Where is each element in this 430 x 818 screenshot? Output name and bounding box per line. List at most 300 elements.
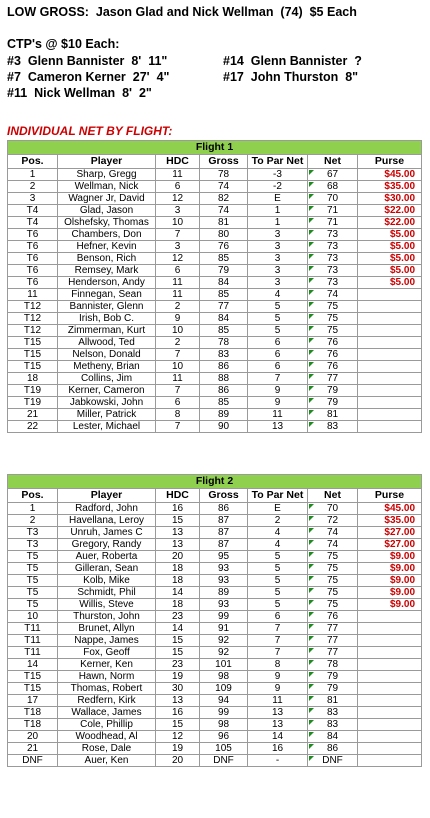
cell-gross: 85	[200, 397, 248, 409]
net-marker-icon	[309, 170, 314, 175]
cell-player: Irish, Bob C.	[58, 313, 156, 325]
net-value: 76	[326, 611, 339, 622]
cell-to-par-net: 11	[248, 409, 308, 421]
net-marker-icon	[309, 624, 314, 629]
net-marker-icon	[309, 326, 314, 331]
cell-pos: 1	[8, 169, 58, 181]
cell-player: Radford, John	[58, 503, 156, 515]
col-gross: Gross	[200, 489, 248, 503]
net-marker-icon	[309, 720, 314, 725]
cell-hdc: 18	[156, 599, 200, 611]
cell-net	[308, 193, 358, 205]
cell-purse	[358, 313, 422, 325]
net-value: 76	[326, 337, 339, 348]
cell-pos: T5	[8, 551, 58, 563]
net-value: 72	[326, 515, 339, 526]
cell-pos: T19	[8, 397, 58, 409]
cell-net	[308, 719, 358, 731]
ctp-entry: #3 Glenn Bannister 8' 11"	[7, 54, 168, 68]
cell-purse	[358, 397, 422, 409]
cell-player: Schmidt, Phil	[58, 587, 156, 599]
cell-net	[308, 599, 358, 611]
flight-2-table	[7, 474, 422, 767]
cell-gross: 86	[200, 385, 248, 397]
table-row	[8, 337, 422, 349]
net-value: 79	[326, 683, 339, 694]
net-value: 77	[326, 635, 339, 646]
net-value: 75	[326, 551, 339, 562]
cell-to-par-net: 6	[248, 337, 308, 349]
cell-pos: T5	[8, 599, 58, 611]
table-row	[8, 659, 422, 671]
cell-pos: T15	[8, 349, 58, 361]
table-row	[8, 515, 422, 527]
net-value: 77	[326, 373, 339, 384]
cell-to-par-net: 5	[248, 313, 308, 325]
cell-pos: T4	[8, 205, 58, 217]
cell-pos: 2	[8, 515, 58, 527]
col-pos: Pos.	[8, 489, 58, 503]
cell-pos: 1	[8, 503, 58, 515]
cell-net	[308, 539, 358, 551]
cell-to-par-net: -3	[248, 169, 308, 181]
cell-to-par-net: 4	[248, 289, 308, 301]
cell-hdc: 30	[156, 683, 200, 695]
cell-hdc: 2	[156, 337, 200, 349]
cell-to-par-net: 9	[248, 671, 308, 683]
ctp-entry: #14 Glenn Bannister ?	[223, 54, 362, 68]
cell-pos: T6	[8, 253, 58, 265]
table-row	[8, 551, 422, 563]
cell-gross: 83	[200, 349, 248, 361]
cell-purse	[358, 743, 422, 755]
cell-player: Allwood, Ted	[58, 337, 156, 349]
cell-purse: $5.00	[358, 229, 422, 241]
cell-player: Jabkowski, John	[58, 397, 156, 409]
cell-hdc: 13	[156, 695, 200, 707]
cell-player: Sharp, Gregg	[58, 169, 156, 181]
col-gross: Gross	[200, 155, 248, 169]
cell-gross: 92	[200, 647, 248, 659]
cell-purse	[358, 731, 422, 743]
table-row	[8, 313, 422, 325]
cell-to-par-net: 13	[248, 707, 308, 719]
cell-purse: $30.00	[358, 193, 422, 205]
cell-hdc: 15	[156, 719, 200, 731]
cell-player: Kolb, Mike	[58, 575, 156, 587]
cell-hdc: 7	[156, 349, 200, 361]
cell-to-par-net: 5	[248, 587, 308, 599]
cell-purse	[358, 337, 422, 349]
cell-pos: T6	[8, 265, 58, 277]
net-value: 73	[326, 241, 339, 252]
net-marker-icon	[309, 422, 314, 427]
cell-player: Zimmerman, Kurt	[58, 325, 156, 337]
net-marker-icon	[309, 564, 314, 569]
cell-to-par-net: 7	[248, 373, 308, 385]
cell-hdc: 12	[156, 193, 200, 205]
cell-purse	[358, 421, 422, 433]
column-header-row	[8, 489, 422, 503]
cell-player: Chambers, Don	[58, 229, 156, 241]
cell-pos: T19	[8, 385, 58, 397]
cell-to-par-net: 7	[248, 623, 308, 635]
cell-pos: 10	[8, 611, 58, 623]
cell-hdc: 9	[156, 313, 200, 325]
cell-net	[308, 671, 358, 683]
cell-player: Glad, Jason	[58, 205, 156, 217]
net-marker-icon	[309, 302, 314, 307]
cell-hdc: 15	[156, 635, 200, 647]
net-value: 83	[326, 421, 339, 432]
cell-purse	[358, 623, 422, 635]
net-value: 73	[326, 265, 339, 276]
net-value: DNF	[322, 755, 343, 766]
cell-player: Wellman, Nick	[58, 181, 156, 193]
cell-hdc: 10	[156, 325, 200, 337]
cell-to-par-net: 9	[248, 397, 308, 409]
cell-player: Hefner, Kevin	[58, 241, 156, 253]
cell-hdc: 16	[156, 503, 200, 515]
cell-pos: T18	[8, 719, 58, 731]
cell-to-par-net: 8	[248, 659, 308, 671]
table-row	[8, 611, 422, 623]
cell-player: Thomas, Robert	[58, 683, 156, 695]
net-value: 79	[326, 385, 339, 396]
cell-player: Gilleran, Sean	[58, 563, 156, 575]
net-marker-icon	[309, 504, 314, 509]
table-row	[8, 587, 422, 599]
cell-player: Olshefsky, Thomas	[58, 217, 156, 229]
net-marker-icon	[309, 672, 314, 677]
cell-gross: 96	[200, 731, 248, 743]
table-row	[8, 217, 422, 229]
ctp-entry: #17 John Thurston 8"	[223, 70, 359, 84]
cell-net	[308, 563, 358, 575]
flight-1-header	[8, 141, 422, 155]
cell-purse	[358, 301, 422, 313]
net-marker-icon	[309, 744, 314, 749]
cell-player: Kerner, Cameron	[58, 385, 156, 397]
table-row	[8, 397, 422, 409]
cell-to-par-net: 7	[248, 635, 308, 647]
cell-gross: 78	[200, 169, 248, 181]
table-row	[8, 635, 422, 647]
cell-gross: 84	[200, 277, 248, 289]
cell-gross: 79	[200, 265, 248, 277]
cell-net	[308, 707, 358, 719]
cell-hdc: 13	[156, 527, 200, 539]
cell-pos: T12	[8, 325, 58, 337]
net-marker-icon	[309, 588, 314, 593]
cell-pos: T12	[8, 301, 58, 313]
cell-hdc: 8	[156, 409, 200, 421]
table-row	[8, 671, 422, 683]
net-marker-icon	[309, 230, 314, 235]
cell-gross: 80	[200, 229, 248, 241]
cell-player: Wagner Jr, David	[58, 193, 156, 205]
net-marker-icon	[309, 516, 314, 521]
cell-pos: 2	[8, 181, 58, 193]
table-row	[8, 301, 422, 313]
table-row	[8, 373, 422, 385]
cell-player: Kerner, Ken	[58, 659, 156, 671]
table-row	[8, 527, 422, 539]
cell-player: Wallace, James	[58, 707, 156, 719]
cell-hdc: 16	[156, 707, 200, 719]
net-marker-icon	[309, 278, 314, 283]
cell-purse	[358, 671, 422, 683]
net-value: 73	[326, 229, 339, 240]
cell-net	[308, 301, 358, 313]
cell-pos: T18	[8, 707, 58, 719]
table-row	[8, 707, 422, 719]
cell-pos: T11	[8, 623, 58, 635]
net-value: 77	[326, 647, 339, 658]
cell-gross: 93	[200, 575, 248, 587]
col-hdc: HDC	[156, 155, 200, 169]
cell-gross: 93	[200, 599, 248, 611]
net-marker-icon	[309, 528, 314, 533]
cell-purse: $9.00	[358, 551, 422, 563]
cell-to-par-net: 5	[248, 551, 308, 563]
cell-player: Redfern, Kirk	[58, 695, 156, 707]
cell-net	[308, 421, 358, 433]
table-row	[8, 743, 422, 755]
cell-pos: 21	[8, 743, 58, 755]
cell-hdc: 3	[156, 241, 200, 253]
cell-to-par-net: 4	[248, 527, 308, 539]
cell-pos: 22	[8, 421, 58, 433]
flight-title: Flight 1	[8, 141, 422, 155]
cell-to-par-net: 5	[248, 325, 308, 337]
cell-player: Hawn, Norm	[58, 671, 156, 683]
cell-pos: T6	[8, 241, 58, 253]
cell-purse: $5.00	[358, 253, 422, 265]
cell-hdc: 2	[156, 301, 200, 313]
table-row	[8, 409, 422, 421]
cell-player: Woodhead, Al	[58, 731, 156, 743]
cell-pos: T3	[8, 527, 58, 539]
cell-purse	[358, 325, 422, 337]
cell-net	[308, 169, 358, 181]
net-value: 73	[326, 277, 339, 288]
cell-player: Benson, Rich	[58, 253, 156, 265]
cell-player: Cole, Phillip	[58, 719, 156, 731]
cell-net	[308, 527, 358, 539]
net-marker-icon	[309, 290, 314, 295]
cell-gross: 101	[200, 659, 248, 671]
cell-player: Nelson, Donald	[58, 349, 156, 361]
cell-pos: T3	[8, 539, 58, 551]
cell-hdc: 11	[156, 169, 200, 181]
cell-to-par-net: 4	[248, 539, 308, 551]
net-marker-icon	[309, 194, 314, 199]
cell-net	[308, 409, 358, 421]
cell-pos: 20	[8, 731, 58, 743]
cell-to-par-net: 5	[248, 301, 308, 313]
cell-hdc: 15	[156, 647, 200, 659]
cell-hdc: 20	[156, 755, 200, 767]
cell-to-par-net: 3	[248, 229, 308, 241]
net-value: 81	[326, 695, 339, 706]
cell-to-par-net: 1	[248, 205, 308, 217]
cell-net	[308, 217, 358, 229]
net-marker-icon	[309, 338, 314, 343]
cell-purse	[358, 361, 422, 373]
cell-purse: $9.00	[358, 587, 422, 599]
cell-net	[308, 515, 358, 527]
cell-purse	[358, 611, 422, 623]
cell-gross: DNF	[200, 755, 248, 767]
table-row	[8, 421, 422, 433]
table-row	[8, 205, 422, 217]
cell-purse	[358, 289, 422, 301]
cell-player: Collins, Jim	[58, 373, 156, 385]
cell-hdc: 3	[156, 205, 200, 217]
table-row	[8, 253, 422, 265]
net-marker-icon	[309, 552, 314, 557]
cell-to-par-net: 3	[248, 277, 308, 289]
net-marker-icon	[309, 386, 314, 391]
col-net: Net	[308, 489, 358, 503]
cell-gross: 87	[200, 527, 248, 539]
cell-gross: 109	[200, 683, 248, 695]
net-value: 86	[326, 743, 339, 754]
cell-purse	[358, 683, 422, 695]
net-value: 67	[326, 169, 339, 180]
cell-gross: 76	[200, 241, 248, 253]
net-value: 83	[326, 719, 339, 730]
cell-purse: $27.00	[358, 527, 422, 539]
table-row	[8, 265, 422, 277]
cell-player: Gregory, Randy	[58, 539, 156, 551]
cell-purse: $35.00	[358, 181, 422, 193]
cell-net	[308, 253, 358, 265]
cell-to-par-net: -	[248, 755, 308, 767]
cell-pos: 3	[8, 193, 58, 205]
cell-gross: 87	[200, 539, 248, 551]
net-marker-icon	[309, 756, 314, 761]
col-purse: Purse	[358, 155, 422, 169]
cell-pos: T11	[8, 647, 58, 659]
cell-net	[308, 373, 358, 385]
cell-gross: 82	[200, 193, 248, 205]
table-row	[8, 695, 422, 707]
cell-purse: $9.00	[358, 575, 422, 587]
net-marker-icon	[309, 218, 314, 223]
cell-pos: T11	[8, 635, 58, 647]
cell-to-par-net: 3	[248, 265, 308, 277]
table-row	[8, 599, 422, 611]
net-marker-icon	[309, 398, 314, 403]
cell-to-par-net: 9	[248, 683, 308, 695]
cell-gross: 90	[200, 421, 248, 433]
cell-gross: 99	[200, 707, 248, 719]
ctp-title: CTP's @ $10 Each:	[7, 37, 120, 51]
net-marker-icon	[309, 206, 314, 211]
cell-net	[308, 241, 358, 253]
cell-hdc: 12	[156, 253, 200, 265]
cell-to-par-net: E	[248, 503, 308, 515]
net-marker-icon	[309, 374, 314, 379]
cell-gross: 94	[200, 695, 248, 707]
cell-pos: T12	[8, 313, 58, 325]
table-row	[8, 575, 422, 587]
cell-net	[308, 551, 358, 563]
cell-hdc: 12	[156, 731, 200, 743]
cell-gross: 74	[200, 181, 248, 193]
cell-hdc: 11	[156, 277, 200, 289]
net-value: 71	[326, 205, 339, 216]
cell-purse	[358, 755, 422, 767]
cell-pos: 18	[8, 373, 58, 385]
net-marker-icon	[309, 410, 314, 415]
cell-to-par-net: 6	[248, 361, 308, 373]
cell-pos: T5	[8, 575, 58, 587]
cell-player: Auer, Ken	[58, 755, 156, 767]
col-purse: Purse	[358, 489, 422, 503]
net-marker-icon	[309, 350, 314, 355]
net-marker-icon	[309, 600, 314, 605]
cell-hdc: 7	[156, 385, 200, 397]
table-row	[8, 563, 422, 575]
cell-purse	[358, 409, 422, 421]
cell-pos: 11	[8, 289, 58, 301]
cell-purse: $9.00	[358, 563, 422, 575]
column-header-row	[8, 155, 422, 169]
cell-hdc: 6	[156, 397, 200, 409]
net-value: 74	[326, 527, 339, 538]
cell-purse	[358, 695, 422, 707]
net-value: 73	[326, 253, 339, 264]
cell-net	[308, 575, 358, 587]
cell-gross: 89	[200, 587, 248, 599]
col-to-par-net: To Par Net	[248, 489, 308, 503]
col-to-par-net: To Par Net	[248, 155, 308, 169]
table-row	[8, 241, 422, 253]
cell-hdc: 20	[156, 551, 200, 563]
flight-title: Flight 2	[8, 475, 422, 489]
cell-player: Nappe, James	[58, 635, 156, 647]
net-value: 79	[326, 671, 339, 682]
cell-net	[308, 181, 358, 193]
cell-to-par-net: 5	[248, 563, 308, 575]
table-row	[8, 229, 422, 241]
cell-to-par-net: -2	[248, 181, 308, 193]
cell-gross: 99	[200, 611, 248, 623]
cell-purse: $9.00	[358, 599, 422, 611]
net-marker-icon	[309, 254, 314, 259]
cell-net	[308, 313, 358, 325]
cell-hdc: 19	[156, 671, 200, 683]
cell-pos: T15	[8, 337, 58, 349]
table-row	[8, 647, 422, 659]
net-value: 76	[326, 349, 339, 360]
cell-to-par-net: 6	[248, 611, 308, 623]
cell-net	[308, 229, 358, 241]
cell-gross: 77	[200, 301, 248, 313]
cell-purse	[358, 635, 422, 647]
cell-purse: $5.00	[358, 241, 422, 253]
table-row	[8, 193, 422, 205]
cell-purse	[358, 349, 422, 361]
cell-hdc: 11	[156, 373, 200, 385]
cell-purse: $22.00	[358, 217, 422, 229]
cell-purse	[358, 647, 422, 659]
net-marker-icon	[309, 696, 314, 701]
cell-player: Brunet, Allyn	[58, 623, 156, 635]
